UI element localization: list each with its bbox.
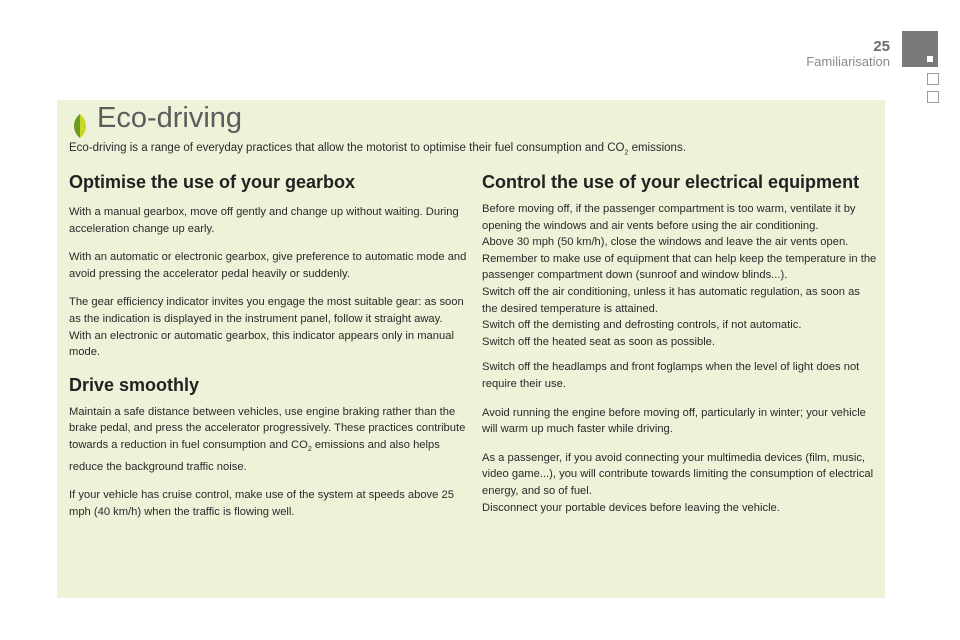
paragraph: Avoid running the engine before moving off, particularly in winter; your vehicle will warm up much faster while driving. <box>482 406 866 436</box>
section-tab-active[interactable] <box>902 31 938 67</box>
page-title: Eco-driving <box>97 102 243 134</box>
paragraph: The gear efficiency indicator invites you engage the most suitable gear: as soon as the indication is displayed in the instrument panel, follow it straight away. <box>69 296 464 325</box>
paragraph: Switch off the air conditioning, unless it has automatic regulation, as soon as the desired temperature is attained. <box>482 285 860 315</box>
heading-gearbox: Optimise the use of your gearbox <box>69 172 356 192</box>
paragraph: Above 30 mph (50 km/h), close the windows and leave the air vents open. <box>482 236 849 249</box>
left-column <box>69 172 469 521</box>
paragraph: Remember to make use of equipment that can help keep the temperature in the passenger compartment down (sunroof and window blinds...). <box>482 252 877 282</box>
paragraph: If your vehicle has cruise control, make use of the system at speeds above 25 mph (40 km/h) when the traffic is flowing well. <box>69 489 454 518</box>
leaf-icon <box>69 112 91 140</box>
section-tab[interactable] <box>927 73 939 85</box>
paragraph: Switch off the demisting and defrosting controls, if not automatic. <box>482 319 802 332</box>
heading-electrical: Control the use of your electrical equipment <box>482 172 860 192</box>
page-number: 25 <box>873 38 890 55</box>
tab-marker <box>927 56 933 62</box>
section-tab[interactable] <box>927 91 939 103</box>
paragraph: Before moving off, if the passenger compartment is too warm, ventilate it by opening the windows and air vents before using the air conditioning. <box>482 203 856 232</box>
paragraph: With a manual gearbox, move off gently and change up without waiting. During acceleration change up early. <box>69 206 459 235</box>
paragraph: Switch off the heated seat as soon as possible. <box>482 335 716 348</box>
intro-text: Eco-driving is a range of everyday practices that allow the motorist to optimise their fuel consumption and $CO_2$ emissions. <box>69 142 686 157</box>
paragraph: Switch off the headlamps and front foglamps when the level of light does not require their use. <box>482 361 860 390</box>
paragraph: Maintain a safe distance between vehicles, use engine braking rather than the brake pedal, and press the accelerator progressively. These practices contribute towards a reduction in fuel consumption and $CO_2$ emissions and also helps reduce the background traffic noise. <box>69 405 466 473</box>
section-label: Familiarisation <box>806 54 890 69</box>
paragraph: Disconnect your portable devices before leaving the vehicle. <box>482 501 780 514</box>
paragraph: As a passenger, if you avoid connecting your multimedia devices (film, music, video game...), you will contribute towards limiting the consumption of electrical energy, and so of fuel. <box>482 451 874 497</box>
paragraph: With an electronic or automatic gearbox, this indicator appears only in manual mode. <box>69 329 454 359</box>
right-column <box>482 172 877 516</box>
eco-driving-panel <box>57 100 885 598</box>
paragraph: With an automatic or electronic gearbox, give preference to automatic mode and avoid pressing the accelerator pedal heavily or suddenly. <box>69 251 467 280</box>
heading-drive-smoothly: Drive smoothly <box>69 374 200 395</box>
